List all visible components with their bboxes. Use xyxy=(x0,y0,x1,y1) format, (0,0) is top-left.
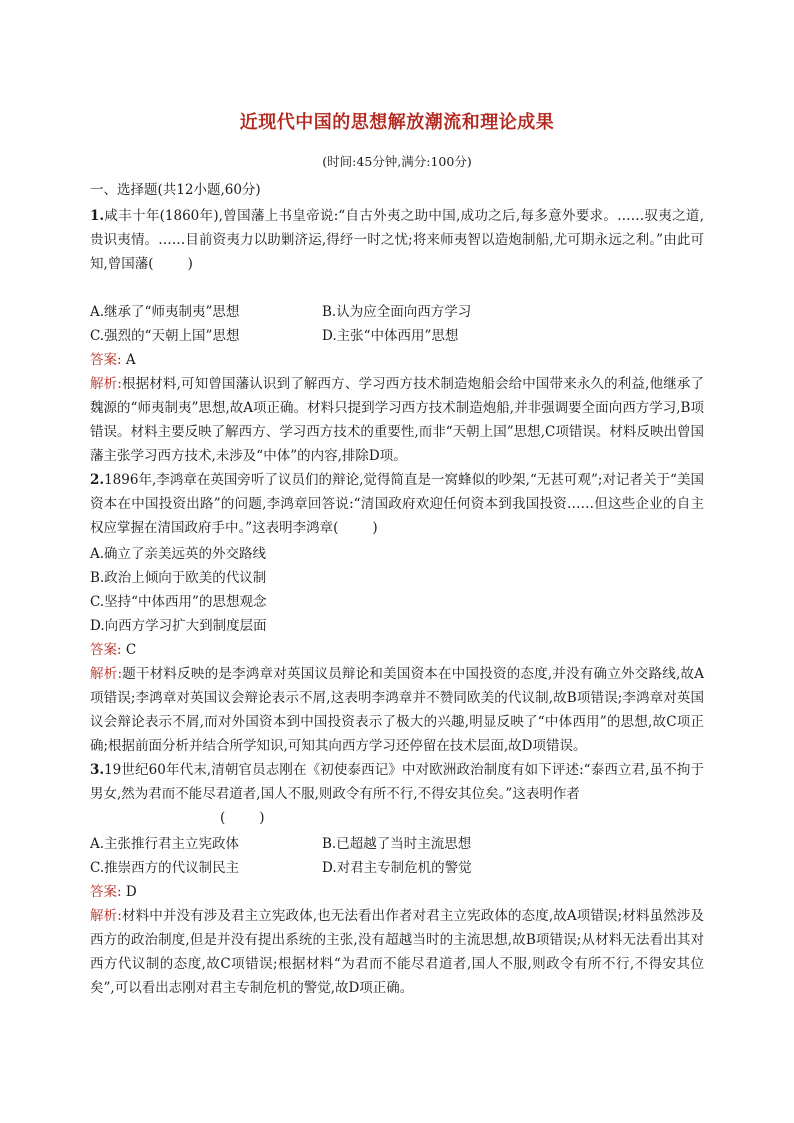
analysis-text: 材料中并没有涉及君主立宪政体,也无法看出作者对君主立宪政体的态度,故A项错误;材料虽然涉及西方的政治制度,但是并没有提出系统的主张,没有超越当时的主流思想,故B项错误;从材料无法看出其对西方代议制的态度,故C项错误;根据材料“为君而不能尽君道者,国人不服,则政令有所不行,不得安其位矣”,可以看出志刚对君主专制危机的警觉,故D项正确。 xyxy=(90,908,704,996)
section-heading: 一、选择题(共12小题,60分) xyxy=(90,182,261,198)
question-stem xyxy=(90,204,704,276)
question-3 xyxy=(90,758,704,1000)
question-text: 19世纪60年代末,清朝官员志刚在《初使泰西记》中对欧洲政治制度有如下评述:“泰西立君,虽不拘于男女,然为君而不能尽君道者,国人不服,则政令有所不行,不得安其位矣。”这表明作者 xyxy=(90,762,704,802)
option-c: C.坚持“中体西用”的思想观念 xyxy=(90,594,267,610)
options xyxy=(90,542,704,638)
option-b: B.认为应全面向西方学习 xyxy=(322,304,472,320)
analysis-text: 根据材料,可知曾国藩认识到了解西方、学习西方技术制造炮船会给中国带来永久的利益,他继承了魏源的“师夷制夷”思想,故A项正确。材料只提到学习西方技术制造炮船,并非强调要全面向西方学习,B项错误。材料主要反映了解西方、学习西方技术的重要性,而非“天朝上国”思想,C项错误。材料反映出曾国藩主张学习西方技术,未涉及“中体”的内容,排除D项。 xyxy=(90,376,704,464)
option-a: A.主张推行君主立宪政体 xyxy=(90,836,240,852)
question-text: 咸丰十年(1860年),曾国藩上书皇帝说:“自古外夷之助中国,成功之后,每多意外要求。……驭夷之道,贵识夷情。……目前资夷力以助剿济运,得纾一时之忧;将来师夷智以造炮制船,尤可期永远之利。”由此可知,曾国藩( xyxy=(90,208,704,272)
option-d: D.对君主专制危机的警觉 xyxy=(322,860,472,876)
answer-blank-close: ) xyxy=(372,520,378,536)
analysis: 解析:根据材料,可知曾国藩认识到了解西方、学习西方技术制造炮船会给中国带来永久的利益,他继承了魏源的“师夷制夷”思想,故A项正确。材料只提到学习西方技术制造炮船,并非强调要全面向西方学习,B项错误。材料主要反映了解西方、学习西方技术的重要性,而非“天朝上国”思想,C项错误。材料反映出曾国藩主张学习西方技术,未涉及“中体”的内容,排除D项。 xyxy=(90,376,704,464)
question-2 xyxy=(90,468,704,758)
question-text: 1896年,李鸿章在英国旁听了议员们的辩论,觉得简直是一窝蜂似的吵架,“无甚可观”;对记者关于“美国资本在中国投资出路”的问题,李鸿章回答说:“清国政府欢迎任何资本到我国投资……但这些企业的自主权应掌握在清国政府手中。”这表明李鸿章( xyxy=(90,472,704,536)
option-b: B.已超越了当时主流思想 xyxy=(322,836,472,852)
option-a: A.继承了“师夷制夷”思想 xyxy=(90,304,240,320)
analysis: 解析:题干材料反映的是李鸿章对英国议员辩论和美国资本在中国投资的态度,并没有确立外交路线,故A项错误;李鸿章对英国议会辩论表示不屑,这表明李鸿章并不赞同欧美的代议制,故B项错误;李鸿章对英国议会辩论表示不屑,而对外国资本到中国投资表示了极大的兴趣,明显反映了“中体西用”的思想,故C项正确;根据前面分析并结合所学知识,可知其向西方学习还停留在技术层面,故D项错误。 xyxy=(90,666,704,754)
question-number: 2. xyxy=(90,472,105,488)
answer-value: A xyxy=(121,352,136,368)
option-b: B.政治上倾向于欧美的代议制 xyxy=(90,570,267,586)
options xyxy=(90,300,704,348)
option-c: C.推崇西方的代议制民主 xyxy=(90,860,240,876)
answer-blank-close: ) xyxy=(187,256,193,272)
answer: 答案: C xyxy=(90,642,137,658)
question-1 xyxy=(90,204,704,468)
question-stem xyxy=(90,758,704,806)
answer: 答案: A xyxy=(90,352,136,368)
exam-time-score: (时间:45分钟,满分:100分) xyxy=(322,154,472,169)
question-number: 3. xyxy=(90,762,105,778)
analysis-text: 题干材料反映的是李鸿章对英国议员辩论和美国资本在中国投资的态度,并没有确立外交路线,故A项错误;李鸿章对英国议会辩论表示不屑,这表明李鸿章并不赞同欧美的代议制,故B项错误;李鸿章对英国议会辩论表示不屑,而对外国资本到中国投资表示了极大的兴趣,明显反映了“中体西用”的思想,故C项正确;根据前面分析并结合所学知识,可知其向西方学习还停留在技术层面,故D项错误。 xyxy=(90,666,704,754)
document-title: 近现代中国的思想解放潮流和理论成果 xyxy=(239,112,555,133)
analysis: 解析:材料中并没有涉及君主立宪政体,也无法看出作者对君主立宪政体的态度,故A项错误;材料虽然涉及西方的政治制度,但是并没有提出系统的主张,没有超越当时的主流思想,故B项错误;从材料无法看出其对西方代议制的态度,故C项错误;根据材料“为君而不能尽君道者,国人不服,则政令有所不行,不得安其位矣”,可以看出志刚对君主专制危机的警觉,故D项正确。 xyxy=(90,908,704,996)
answer-value: D xyxy=(121,884,137,900)
option-d: D.主张“中体西用”思想 xyxy=(322,328,459,344)
option-d: D.向西方学习扩大到制度层面 xyxy=(90,618,267,634)
question-number: 1. xyxy=(90,208,105,224)
question-stem xyxy=(90,468,704,540)
option-a: A.确立了亲美远英的外交路线 xyxy=(90,546,267,562)
option-c: C.强烈的“天朝上国”思想 xyxy=(90,328,240,344)
answer-blank: ( ) xyxy=(220,810,265,826)
answer: 答案: D xyxy=(90,884,137,900)
options xyxy=(90,832,704,880)
answer-value: C xyxy=(121,642,137,658)
